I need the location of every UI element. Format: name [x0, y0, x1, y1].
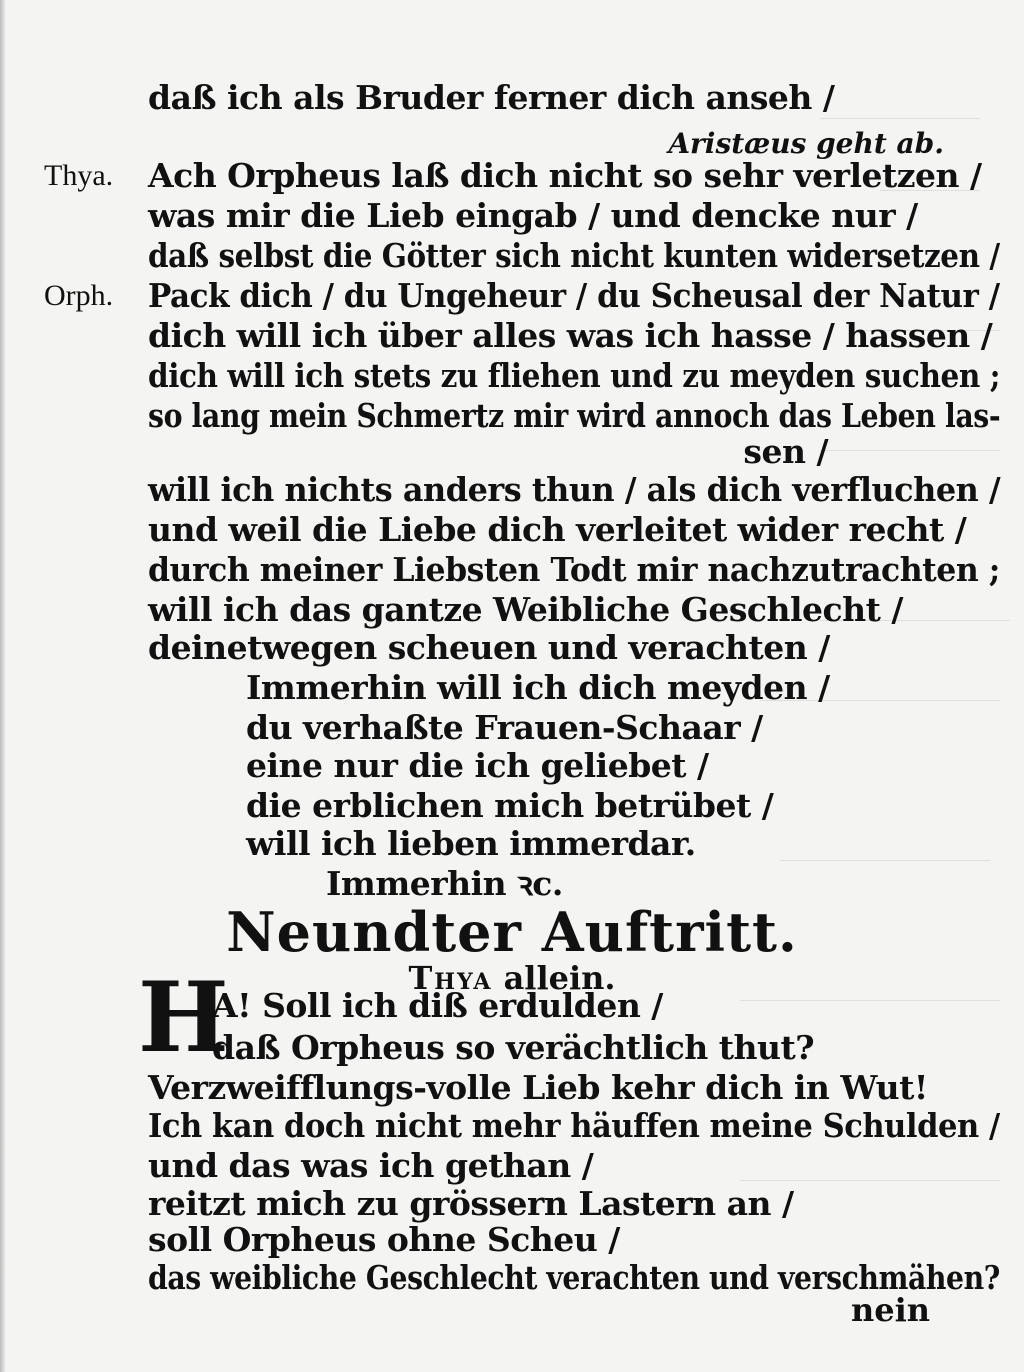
verse-line: das weibliche Geschlecht verachten und verschmähen? [148, 1258, 1000, 1297]
verse-line: und das was ich gethan / [148, 1146, 594, 1185]
verse-line: und weil die Liebe dich verleitet wider recht / [148, 510, 967, 549]
verse-line: durch meiner Liebsten Todt mir nachzutrachten ; [148, 550, 1000, 589]
verse-line: so lang mein Schmertz mir wird annoch das Leben las- [148, 396, 1001, 435]
verse-line: was mir die Lieb eingab / und dencke nur / [148, 196, 918, 235]
scene-heading: Neundter Auftritt. [226, 900, 798, 964]
drop-capital: H [138, 961, 229, 1074]
verse-line: daß Orpheus so verächtlich thut? [212, 1028, 815, 1067]
verse-line-continuation: sen / [743, 432, 828, 471]
scene-alone-label: allein. [503, 959, 616, 997]
verse-line: Ach Orpheus laß dich nicht so sehr verletzen / [148, 156, 982, 195]
verse-line: daß selbst die Götter sich nicht kunten widersetzen / [148, 236, 1000, 275]
speaker-label: Orph. [44, 279, 114, 312]
aria-line: eine nur die ich geliebet / [246, 746, 709, 785]
aria-line: will ich lieben immerdar. [246, 824, 696, 863]
verse-line: daß ich als Bruder ferner dich anseh / [148, 78, 835, 117]
verse-line: Verzweifflungs-volle Lieb kehr dich in Wut! [148, 1068, 928, 1107]
aria-line: Immerhin ꝛc. [326, 864, 563, 903]
verse-line: A! Soll ich diß erdulden / [212, 986, 663, 1025]
verse-line: dich will ich stets zu fliehen und zu meyden suchen ; [148, 356, 1001, 395]
aria-line: Immerhin will ich dich meyden / [246, 668, 830, 707]
verse-line: Pack dich / du Ungeheur / du Scheusal der Natur / [148, 276, 1000, 315]
verse-line: deinetwegen scheuen und verachten / [148, 628, 830, 667]
verse-line: soll Orpheus ohne Scheu / [148, 1220, 620, 1259]
verse-line: reitzt mich zu grössern Lastern an / [148, 1184, 794, 1223]
verse-line: Ich kan doch nicht mehr häuffen meine Schulden / [148, 1106, 1000, 1145]
aria-line: du verhaßte Frauen-Schaar / [246, 708, 763, 747]
stage-direction: Aristæus geht ab. [668, 127, 944, 160]
catchword: nein [850, 1291, 930, 1329]
scene-character: Thya [408, 959, 493, 997]
aria-line: die erblichen mich betrübet / [246, 786, 774, 825]
verse-line: will ich nichts anders thun / als dich verfluchen / [148, 470, 1001, 509]
page-edge-shadow [0, 0, 6, 1372]
speaker-label: Thya. [44, 159, 114, 192]
verse-line: will ich das gantze Weibliche Geschlecht / [148, 590, 903, 629]
verse-line: dich will ich über alles was ich hasse / hassen / [148, 316, 993, 355]
